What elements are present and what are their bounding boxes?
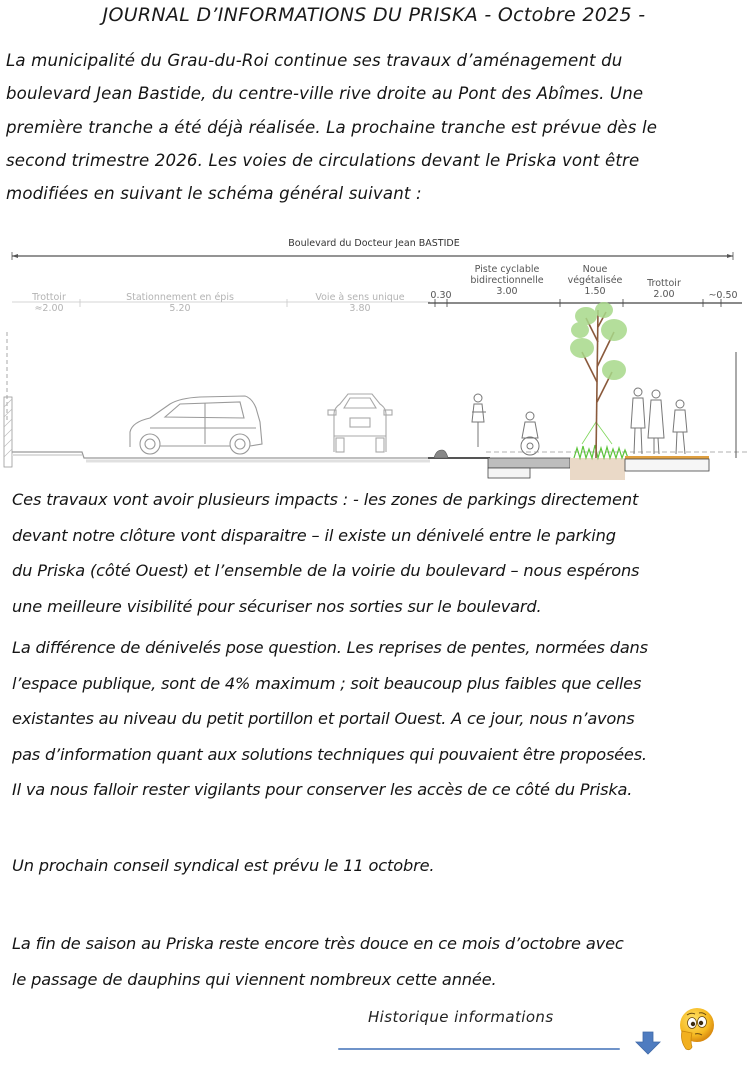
text-line: Il va nous falloir rester vigilants pour conserver les accès de ce côté du Priska.: [12, 780, 633, 799]
dim-label-value: ≈2.00: [34, 303, 64, 314]
text-line: boulevard Jean Bastide, du centre-ville rive droite au Pont des Abîmes. Une: [6, 84, 644, 104]
dim-label-text: Noue: [582, 264, 608, 275]
text-line: La différence de dénivelés pose question. Les reprises de pentes, normées dans: [12, 638, 648, 657]
thinking-emoji-icon[interactable]: [670, 1003, 720, 1053]
dim-label-text: bidirectionnelle: [470, 275, 544, 286]
intro-paragraph: [6, 44, 746, 210]
dim-label-trottoir-right: [636, 278, 692, 300]
text-line: existantes au niveau du petit portillon et portail Ouest. A ce jour, nous n’avons: [12, 709, 635, 728]
council-paragraph: [12, 851, 747, 881]
boulevard-cross-section-diagram: [0, 232, 748, 480]
dim-label-text: Piste cyclable: [474, 264, 540, 275]
text-line: devant notre clôture vont disparaitre – il existe un dénivelé entre le parking: [12, 525, 616, 545]
dim-label-text: Voie à sens unique: [315, 292, 405, 303]
text-line: second trimestre 2026. Les voies de circulations devant le Priska vont être: [6, 150, 640, 170]
dim-label-value: 0.30: [430, 290, 452, 301]
diagram-title: Boulevard du Docteur Jean BASTIDE: [288, 238, 460, 249]
dim-label-text: végétalisée: [567, 275, 623, 286]
dim-label-value: ~0.50: [708, 290, 738, 301]
dim-label-text: Trottoir: [647, 278, 681, 289]
dim-label-value: 2.00: [653, 289, 675, 300]
dim-label-separator: [424, 290, 458, 301]
text-line: du Priska (côté Ouest) et l’ensemble de la voirie du boulevard – nous espérons: [12, 561, 640, 580]
text-line: une meilleure visibilité pour sécuriser nos sorties sur le boulevard.: [12, 596, 542, 616]
dim-label-value: 1.50: [584, 286, 606, 297]
dim-label-value: 3.80: [349, 303, 371, 314]
text-line: modifiées en suivant le schéma général suivant :: [6, 184, 422, 204]
dim-label-noue: [560, 264, 630, 297]
diagram-drawing: [0, 232, 748, 480]
dim-label-margin: [700, 290, 746, 301]
history-link-underline: [338, 1048, 620, 1050]
text-line: La municipalité du Grau-du-Roi continue ses travaux d’aménagement du: [6, 51, 623, 70]
text-line: première tranche a été déjà réalisée. La prochaine tranche est prévue dès le: [6, 117, 658, 137]
dim-label-voie-sens-unique: [300, 292, 420, 314]
text-line: pas d’information quant aux solutions techniques qui pouvaient être proposées.: [12, 744, 647, 764]
dim-label-piste-cyclable: [462, 264, 552, 297]
text-line: Un prochain conseil syndical est prévu le 11 octobre.: [12, 856, 435, 875]
slopes-paragraph: [12, 630, 747, 808]
season-paragraph: [12, 926, 747, 997]
impacts-paragraph: [12, 482, 747, 624]
arrow-down-icon[interactable]: [634, 1030, 662, 1056]
dim-label-text: Trottoir: [32, 292, 66, 303]
dim-label-value: 3.00: [496, 286, 518, 297]
dim-label-value: 5.20: [169, 303, 191, 314]
page-title: JOURNAL D’INFORMATIONS DU PRISKA - Octobre 2025 -: [102, 4, 646, 26]
dim-label-stationnement: [110, 292, 250, 314]
text-line: La fin de saison au Priska reste encore très douce en ce mois d’octobre avec: [12, 934, 624, 953]
text-line: le passage de dauphins qui viennent nombreux cette année.: [12, 969, 497, 989]
dim-label-text: Stationnement en épis: [126, 292, 234, 303]
text-line: l’espace publique, sont de 4% maximum ; soit beaucoup plus faibles que celles: [12, 673, 642, 693]
history-link[interactable]: Historique informations: [368, 1008, 554, 1026]
text-line: Ces travaux vont avoir plusieurs impacts : - les zones de parkings directement: [12, 490, 639, 509]
dim-label-trottoir-left: [24, 292, 74, 314]
